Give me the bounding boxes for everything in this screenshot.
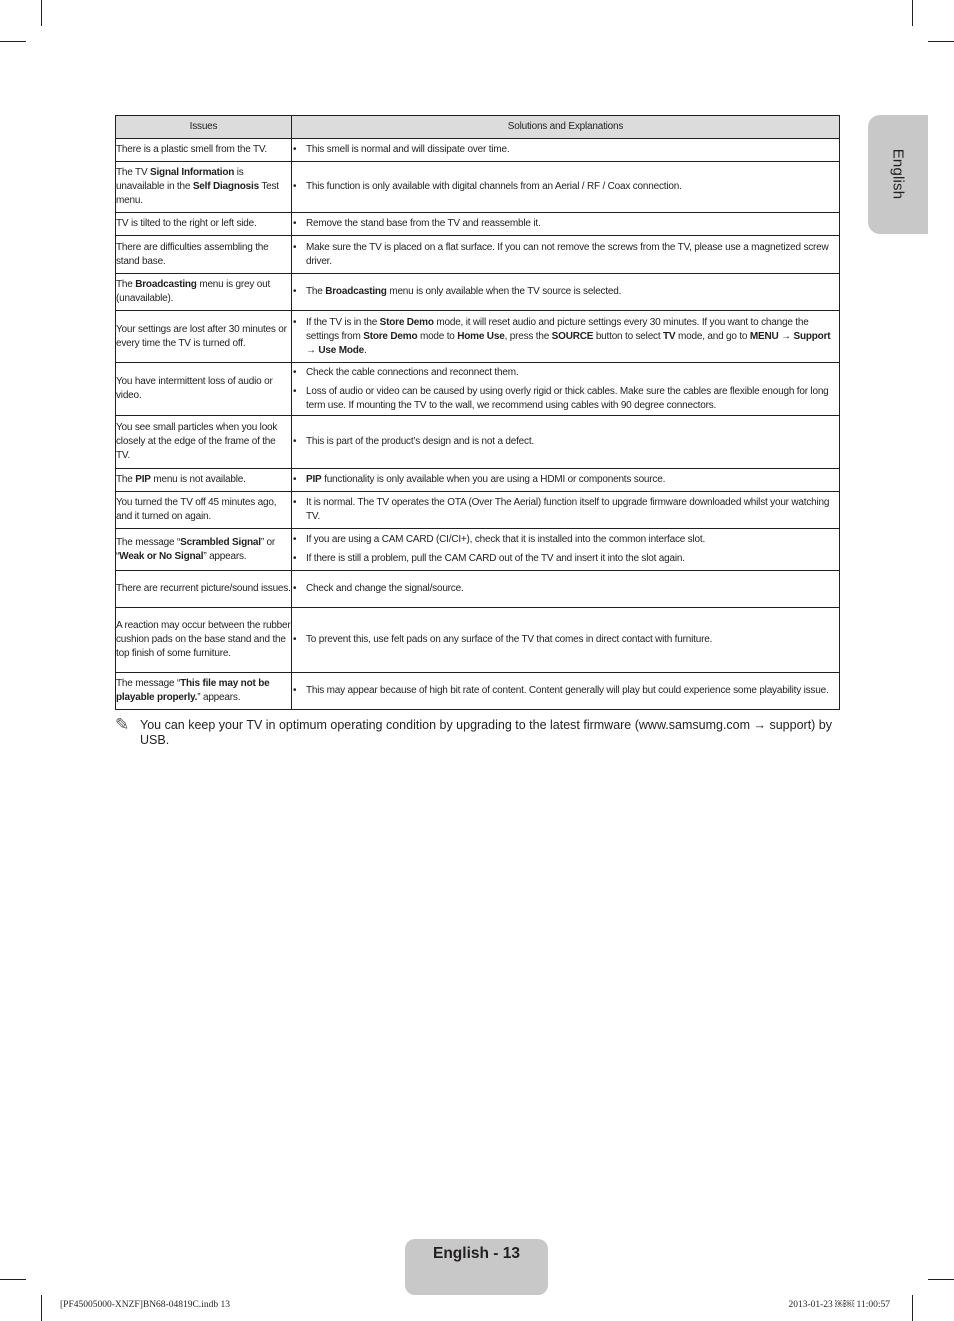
table-row [116, 311, 840, 363]
solution-highlight: Use Mode [318, 344, 365, 356]
issue-text: You see small particles when you look closely at the edge of the frame of the TV. [116, 422, 278, 461]
solution-list [292, 366, 839, 413]
issue-highlight: Weak or No Signal [119, 550, 204, 562]
solution-list [292, 633, 839, 647]
solution-text: Check and change the signal/source. [306, 583, 464, 594]
issue-text: The message “ [116, 536, 181, 548]
solution-highlight: Broadcasting [325, 286, 387, 297]
issue-cell [116, 236, 292, 274]
solution-text: → [306, 344, 319, 356]
issue-text: ” or “ [116, 536, 276, 562]
issue-text: There are difficulties assembling the stand base. [116, 241, 269, 267]
table-row [116, 608, 840, 673]
crop-mark [928, 1279, 954, 1280]
issue-highlight: Self Diagnosis [192, 181, 259, 192]
solution-list [292, 143, 839, 157]
table-row [116, 492, 840, 529]
solution-cell [292, 492, 840, 529]
issue-text: TV is tilted to the right or left side. [116, 218, 257, 229]
issue-cell [116, 673, 292, 710]
solution-highlight: Store Demo [379, 316, 434, 328]
issues-column-header: Issues [116, 116, 292, 139]
issue-highlight: Signal Information [150, 167, 235, 178]
solution-highlight: Store Demo [363, 330, 418, 342]
solution-list [292, 496, 839, 524]
issue-highlight: PIP [135, 474, 151, 485]
issue-text: The [116, 474, 136, 485]
solution-item [292, 241, 839, 269]
solution-text: , press the [504, 330, 552, 342]
issue-text: menu is grey out (unavailable). [116, 279, 271, 304]
solution-item [292, 143, 839, 157]
solution-item [292, 385, 839, 413]
firmware-note-text: You can keep your TV in optimum operating condition by upgrading to the latest firmware (www.samsumg.com → support) by USB. [140, 718, 833, 747]
issue-text: ” appears. [203, 550, 247, 562]
crop-mark [41, 0, 42, 26]
issue-cell [116, 162, 292, 213]
issue-cell [116, 571, 292, 608]
issue-cell [116, 213, 292, 236]
solution-text: Remove the stand base from the TV and reassemble it. [306, 218, 541, 229]
solution-cell [292, 608, 840, 673]
page-number-badge [405, 1239, 548, 1295]
solution-text: This smell is normal and will dissipate over time. [306, 144, 510, 155]
solution-item [292, 473, 839, 487]
table-row [116, 236, 840, 274]
solution-text: button to select [593, 330, 664, 342]
issue-text: ” appears. [197, 692, 241, 703]
issue-text: You turned the TV off 45 minutes ago, and it turned on again. [116, 497, 277, 522]
issue-text: menu is not available. [150, 474, 246, 485]
solution-text: menu is only available when the TV source is selected. [386, 286, 622, 297]
table-row [116, 363, 840, 416]
table-row [116, 529, 840, 571]
issue-text: A reaction may occur between the rubber cushion pads on the base stand and the top finish of some furniture. [116, 620, 291, 659]
solution-text: Make sure the TV is placed on a flat surface. If you can not remove the screws from the TV, please use a magnetized screw driver. [306, 241, 829, 267]
solution-text: To prevent this, use felt pads on any surface of the TV that comes in direct contact with furniture. [306, 634, 713, 645]
table-row [116, 469, 840, 492]
solution-text: → [778, 330, 794, 342]
solution-item [292, 180, 839, 194]
solution-item [292, 435, 839, 449]
solution-highlight: PIP [306, 474, 322, 485]
issue-text: The message “ [116, 678, 181, 689]
page-number-label: English - 13 [433, 1245, 520, 1262]
troubleshooting-table [115, 115, 840, 710]
table-row [116, 213, 840, 236]
solution-item [292, 316, 839, 358]
issue-text: Test menu. [116, 181, 279, 206]
solution-item [292, 633, 839, 647]
solution-text: It is normal. The TV operates the OTA (Over The Aerial) function itself to upgrade firmware downloaded whilst your watching TV. [306, 497, 830, 522]
solution-text: This is part of the product’s design and is not a defect. [306, 436, 534, 447]
solution-text: If the TV is in the [306, 316, 380, 328]
issue-cell [116, 608, 292, 673]
crop-mark [928, 41, 954, 42]
issue-highlight: This file may not be playable properly. [116, 678, 270, 703]
issue-text: is unavailable in the [116, 167, 244, 192]
solution-cell [292, 139, 840, 162]
solution-cell [292, 469, 840, 492]
solution-text: Check the cable connections and reconnect them. [306, 366, 519, 378]
table-row [116, 139, 840, 162]
issue-cell [116, 363, 292, 416]
solution-list [292, 582, 839, 596]
solution-list [292, 316, 839, 358]
issue-cell [116, 139, 292, 162]
issue-cell [116, 529, 292, 571]
solution-item [292, 582, 839, 596]
issue-cell [116, 274, 292, 311]
solution-cell [292, 571, 840, 608]
solution-list [292, 684, 839, 698]
solution-item [292, 533, 839, 547]
solution-cell [292, 162, 840, 213]
solution-text: mode, and go to [675, 330, 750, 342]
issue-highlight: Scrambled Signal [180, 536, 261, 548]
solution-cell [292, 416, 840, 469]
solution-text: mode to [417, 330, 458, 342]
issue-text: There is a plastic smell from the TV. [116, 144, 267, 155]
solution-cell [292, 363, 840, 416]
solution-text: If there is still a problem, pull the CAM CARD out of the TV and insert it into the slot again. [306, 553, 685, 564]
language-side-tab-label: English [889, 148, 907, 200]
issue-text: Your settings are lost after 30 minutes or every time the TV is turned off. [116, 323, 287, 349]
solution-text: mode, it will reset audio and picture settings every 30 minutes. If you want to change the settings from [306, 316, 809, 342]
solution-cell [292, 673, 840, 710]
issue-cell [116, 311, 292, 363]
solution-item [292, 366, 839, 380]
solution-cell [292, 274, 840, 311]
solution-highlight: Support [793, 330, 831, 342]
crop-mark [0, 41, 26, 42]
solution-text: functionality is only available when you are using a HDMI or components source. [321, 474, 666, 485]
solution-item [292, 552, 839, 566]
crop-mark [912, 1295, 913, 1321]
solution-item [292, 684, 839, 698]
crop-mark [0, 1279, 26, 1280]
solution-text: The [306, 286, 326, 297]
issue-highlight: Broadcasting [135, 279, 197, 290]
footer-timestamp: 2013-01-23 ￼￼ 11:00:57 [788, 1300, 890, 1310]
table-row [116, 673, 840, 710]
solution-cell [292, 213, 840, 236]
issue-text: The [116, 279, 136, 290]
issue-cell [116, 492, 292, 529]
table-header-row [116, 116, 840, 139]
solution-cell [292, 529, 840, 571]
issue-cell [116, 469, 292, 492]
issue-text: You have intermittent loss of audio or video. [116, 376, 273, 401]
issue-cell [116, 416, 292, 469]
solution-text: Loss of audio or video can be caused by using overly rigid or thick cables. Make sure the cables are flexible enough for long term use. If mounting the TV to the wall, we recommend using cables with 90 degree connectors. [306, 385, 829, 411]
solution-list [292, 285, 839, 299]
solution-text: This function is only available with digital channels from an Aerial / RF / Coax connection. [306, 181, 682, 192]
solutions-column-header: Solutions and Explanations [292, 116, 840, 139]
solution-text: . [364, 344, 367, 356]
solution-cell [292, 311, 840, 363]
solution-highlight: MENU [749, 330, 779, 342]
solution-item [292, 285, 839, 299]
footer-filename: [PF45005000-XNZF]BN68-04819C.indb 13 [60, 1300, 230, 1310]
firmware-note [115, 715, 839, 748]
issue-text: There are recurrent picture/sound issues. [116, 583, 291, 594]
solution-text: This may appear because of high bit rate of content. Content generally will play but could experience some playability issue. [306, 685, 829, 696]
table-row [116, 162, 840, 213]
solution-list [292, 241, 839, 269]
language-side-tab [868, 115, 928, 234]
solution-list [292, 435, 839, 449]
solution-cell [292, 236, 840, 274]
solution-item [292, 496, 839, 524]
solution-list [292, 180, 839, 194]
table-row [116, 571, 840, 608]
solution-highlight: Home Use [457, 330, 505, 342]
solution-list [292, 533, 839, 566]
table-row [116, 274, 840, 311]
crop-mark [41, 1295, 42, 1321]
solution-list [292, 473, 839, 487]
pencil-note-icon: ✎ [115, 715, 130, 734]
solution-highlight: TV [663, 330, 676, 342]
solution-list [292, 217, 839, 231]
solution-item [292, 217, 839, 231]
solution-highlight: SOURCE [551, 330, 594, 342]
solution-text: If you are using a CAM CARD (CI/CI+), check that it is installed into the common interface slot. [306, 534, 706, 545]
table-row [116, 416, 840, 469]
crop-mark [912, 0, 913, 26]
issue-text: The TV [116, 167, 150, 178]
